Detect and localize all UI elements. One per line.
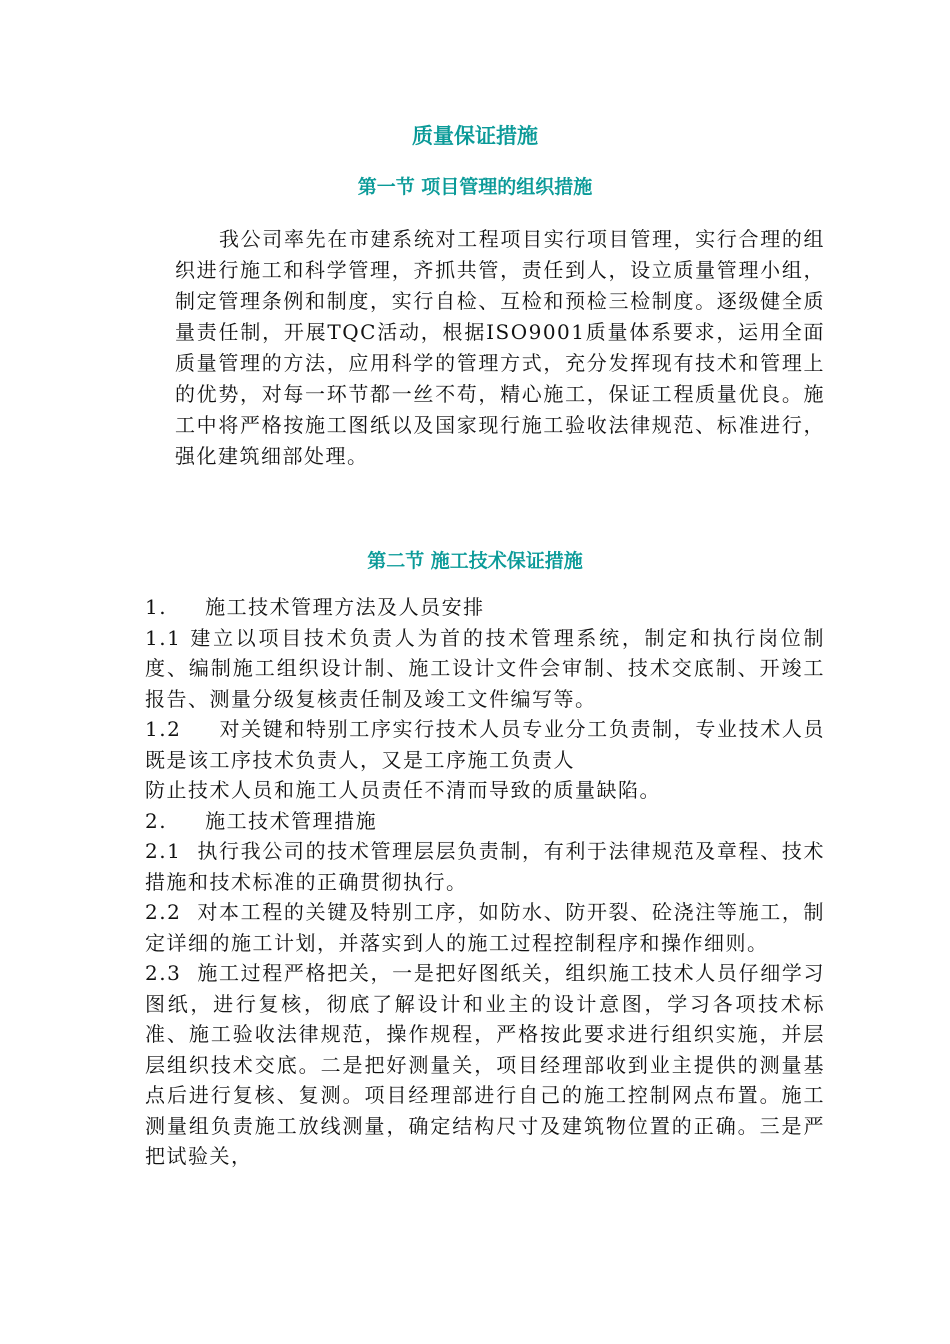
section-1-heading: 第一节 项目管理的组织措施 [357, 176, 593, 198]
item-2-1 [145, 836, 825, 897]
item-2 [145, 806, 825, 837]
item-1 [145, 592, 825, 623]
item-1-1-number: 1.1 [145, 625, 182, 650]
item-2-text: 施工技术管理措施 [205, 808, 378, 833]
item-2-1-text: 执行我公司的技术管理层层负责制，有利于法律规范及章程、技术措施和技术标准的正确贯彻执行。 [145, 839, 825, 894]
document-title: 质量保证措施 [412, 124, 538, 148]
section-1-paragraph: 我公司率先在市建系统对工程项目实行项目管理，实行合理的组织进行施工和科学管理，齐抓共管，责任到人，设立质量管理小组，制定管理条例和制度，实行自检、互检和预检三检制度。逐级健全质量责任制，开展TQC活动，根据ISO9001质量体系要求，运用全面质量管理的方法，应用科学的管理方式，充分发挥现有技术和管理上的优势，对每一环节都一丝不苟，精心施工，保证工程质量优良。施工中将严格按施工图纸以及国家现行施工验收法律规范、标准进行，强化建筑细部处理。 [175, 227, 825, 468]
item-2-2 [145, 897, 825, 958]
item-1-2 [145, 714, 825, 775]
item-1-text: 施工技术管理方法及人员安排 [205, 595, 485, 619]
item-1-2-number: 1.2 [145, 717, 182, 741]
item-2-2-text: 对本工程的关键及特别工序，如防水、防开裂、砼浇注等施工，制定详细的施工计划，并落实到人的施工过程控制程序和操作细则。 [145, 900, 825, 955]
item-1-1-text: 建立以项目技术负责人为首的技术管理系统，制定和执行岗位制度、编制施工组织设计制、施工设计文件会审制、技术交底制、开竣工报告、测量分级复核责任制及竣工文件编写等。 [145, 625, 826, 711]
item-1-2-continuation [145, 775, 825, 806]
section-2-heading: 第二节 施工技术保证措施 [367, 550, 583, 572]
section-2-body [145, 592, 825, 1172]
item-2-3-text: 施工过程严格把关，一是把好图纸关，组织施工技术人员仔细学习图纸，进行复核，彻底了解设计和业主的设计意图，学习各项技术标准、施工验收法律规范，操作规程，严格按此要求进行组织实施，并层层组织技术交底。二是把好测量关，项目经理部收到业主提供的测量基点后进行复核、复测。项目经理部进行自己的施工控制网点布置。施工测量组负责施工放线测量，确定结构尺寸及建筑物位置的正确。三是严把试验关， [145, 961, 825, 1168]
item-2-number: 2. [145, 808, 168, 833]
item-2-3 [145, 958, 825, 1172]
item-1-2-text: 对关键和特别工序实行技术人员专业分工负责制，专业技术人员既是该工序技术负责人，又是工序施工负责人 [145, 717, 825, 772]
item-2-3-number: 2.3 [145, 961, 182, 985]
item-2-2-number: 2.2 [145, 900, 182, 924]
item-1-1 [145, 623, 825, 715]
item-1-2-continuation-text: 防止技术人员和施工人员责任不清而导致的质量缺陷。 [145, 778, 661, 802]
item-2-1-number: 2.1 [145, 839, 182, 863]
item-1-number: 1. [145, 595, 168, 619]
